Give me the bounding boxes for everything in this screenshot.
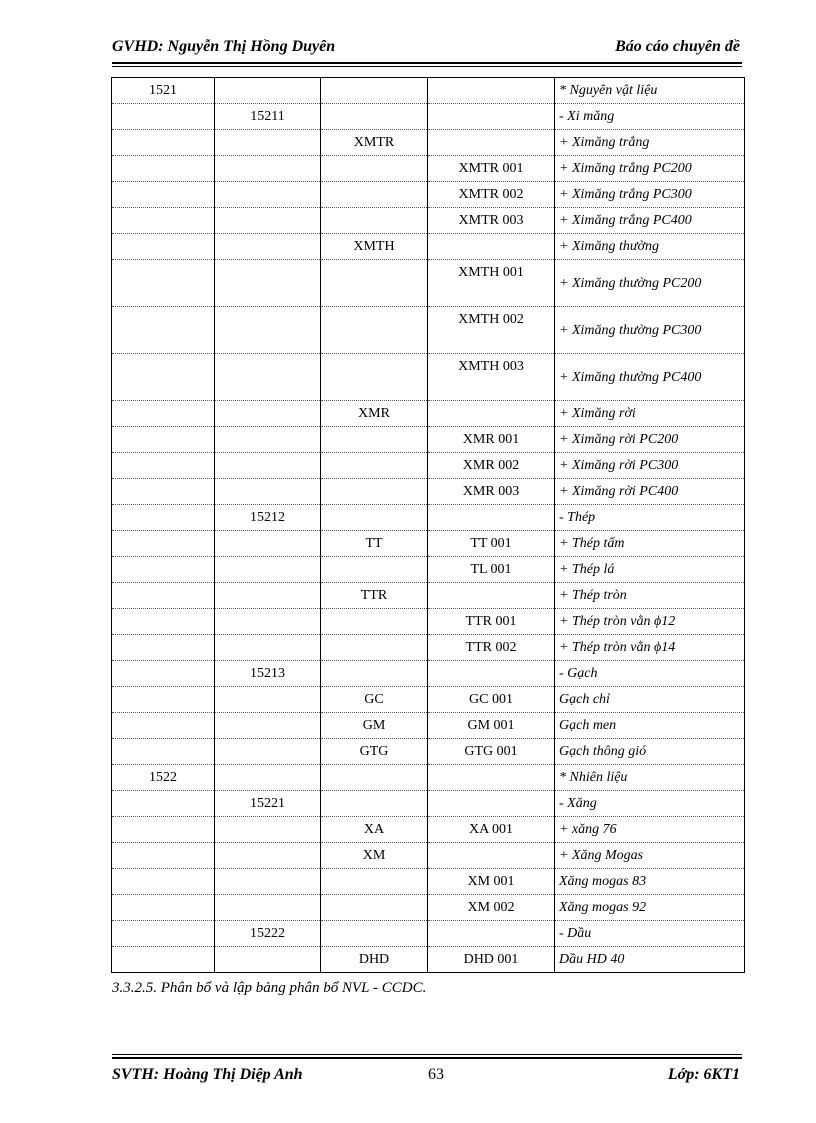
table-cell <box>215 557 321 583</box>
table-cell: - Thép <box>555 505 745 531</box>
table-cell: DHD 001 <box>428 947 555 973</box>
table-cell: + Ximăng trắng PC400 <box>555 208 745 234</box>
table-cell: 15221 <box>215 791 321 817</box>
table-row <box>112 687 745 713</box>
table-row <box>112 713 745 739</box>
table-cell <box>215 182 321 208</box>
footer-student: SVTH: Hoàng Thị Diệp Anh <box>112 1066 303 1083</box>
table-row <box>112 130 745 156</box>
table-cell <box>215 479 321 505</box>
table-cell <box>428 791 555 817</box>
table-cell <box>321 869 428 895</box>
table-cell <box>215 765 321 791</box>
page-header <box>112 36 742 62</box>
account-code-table <box>111 77 745 973</box>
table-cell: * Nhiên liệu <box>555 765 745 791</box>
table-cell <box>321 182 428 208</box>
table-row <box>112 609 745 635</box>
table-cell: + Ximăng trắng <box>555 130 745 156</box>
table-row <box>112 78 745 104</box>
table-cell: TTR 002 <box>428 635 555 661</box>
table-cell: + xăng 76 <box>555 817 745 843</box>
table-cell <box>215 531 321 557</box>
table-cell: + Ximăng thường PC200 <box>555 260 745 307</box>
table-cell: Gạch men <box>555 713 745 739</box>
table-cell: + Thép tròn vằn ϕ12 <box>555 609 745 635</box>
table-row <box>112 635 745 661</box>
table-row <box>112 401 745 427</box>
table-cell <box>112 895 215 921</box>
header-rule-thick <box>112 62 742 64</box>
table-cell <box>112 307 215 354</box>
table-cell <box>112 791 215 817</box>
table-cell <box>112 479 215 505</box>
table-row <box>112 453 745 479</box>
table-cell <box>215 354 321 401</box>
table-row <box>112 583 745 609</box>
table-cell <box>112 234 215 260</box>
table-cell <box>215 130 321 156</box>
table-row <box>112 427 745 453</box>
table-cell <box>215 307 321 354</box>
page-footer <box>112 1066 742 1090</box>
table-cell: 15222 <box>215 921 321 947</box>
table-cell: XMTH 002 <box>428 307 555 354</box>
table-row <box>112 739 745 765</box>
table-row <box>112 817 745 843</box>
table-row <box>112 531 745 557</box>
table-row <box>112 208 745 234</box>
table-cell: TTR <box>321 583 428 609</box>
table-cell <box>215 635 321 661</box>
table-cell <box>321 635 428 661</box>
table-cell: - Gạch <box>555 661 745 687</box>
table-cell: + Thép tròn vằn ϕ14 <box>555 635 745 661</box>
table-cell <box>215 869 321 895</box>
table-cell <box>112 354 215 401</box>
table-row <box>112 895 745 921</box>
table-cell <box>428 78 555 104</box>
table-cell: 1521 <box>112 78 215 104</box>
footer-rule-thin <box>112 1054 742 1055</box>
table-cell: XMTR 001 <box>428 156 555 182</box>
table-row <box>112 843 745 869</box>
table-row <box>112 354 745 401</box>
table-cell <box>428 401 555 427</box>
header-rule-thin <box>112 66 742 67</box>
table-cell: XM 002 <box>428 895 555 921</box>
table-cell: XA 001 <box>428 817 555 843</box>
table-cell: XM 001 <box>428 869 555 895</box>
table-cell <box>321 307 428 354</box>
table-cell: XMR <box>321 401 428 427</box>
table-cell <box>112 557 215 583</box>
table-cell <box>112 208 215 234</box>
table-cell: XMTR 002 <box>428 182 555 208</box>
table-cell: XMTR 003 <box>428 208 555 234</box>
table-cell <box>112 687 215 713</box>
table-cell <box>112 843 215 869</box>
table-cell: - Xi măng <box>555 104 745 130</box>
table-cell <box>112 661 215 687</box>
table-cell: Gạch chỉ <box>555 687 745 713</box>
table-cell: XA <box>321 817 428 843</box>
table-cell <box>215 609 321 635</box>
table-cell: DHD <box>321 947 428 973</box>
table-cell: TL 001 <box>428 557 555 583</box>
table-cell <box>321 104 428 130</box>
table-cell <box>321 921 428 947</box>
table-cell <box>112 156 215 182</box>
table-cell <box>215 843 321 869</box>
footer-class: Lớp: 6KT1 <box>667 1066 740 1083</box>
table-cell <box>112 401 215 427</box>
table-cell <box>112 713 215 739</box>
table-cell: 15212 <box>215 505 321 531</box>
table-cell <box>112 260 215 307</box>
table-cell <box>428 661 555 687</box>
table-cell <box>112 505 215 531</box>
table-cell: GC 001 <box>428 687 555 713</box>
table-cell <box>215 78 321 104</box>
table-cell <box>215 234 321 260</box>
table-cell: + Ximăng trắng PC300 <box>555 182 745 208</box>
table-row <box>112 869 745 895</box>
table-cell <box>428 130 555 156</box>
table-cell: TT 001 <box>428 531 555 557</box>
table-cell <box>215 687 321 713</box>
table-cell <box>215 895 321 921</box>
table-cell: + Thép lá <box>555 557 745 583</box>
table-row <box>112 234 745 260</box>
table-cell <box>112 427 215 453</box>
table-cell: GC <box>321 687 428 713</box>
table-cell: + Ximăng thường PC300 <box>555 307 745 354</box>
table-cell: + Ximăng rời PC200 <box>555 427 745 453</box>
table-cell <box>321 505 428 531</box>
table-cell: + Thép tròn <box>555 583 745 609</box>
header-instructor: GVHD: Nguyễn Thị Hồng Duyên <box>112 38 336 55</box>
table-cell <box>215 947 321 973</box>
table-cell <box>321 661 428 687</box>
table-cell: + Ximăng thường PC400 <box>555 354 745 401</box>
section-caption: 3.3.2.5. Phân bổ và lập bảng phân bổ NVL - CCDC. <box>112 980 427 996</box>
table-cell: 1522 <box>112 765 215 791</box>
table-cell: Gạch thông gió <box>555 739 745 765</box>
table-cell: + Ximăng trắng PC200 <box>555 156 745 182</box>
table-cell: GM 001 <box>428 713 555 739</box>
table-cell <box>215 739 321 765</box>
table-cell: Xăng mogas 92 <box>555 895 745 921</box>
table-cell: - Xăng <box>555 791 745 817</box>
table-cell <box>428 765 555 791</box>
table-cell <box>215 208 321 234</box>
table-cell <box>428 843 555 869</box>
table-cell: XMR 001 <box>428 427 555 453</box>
footer-rule-thick <box>112 1057 742 1059</box>
table-cell <box>215 260 321 307</box>
table-cell: + Ximăng rời PC400 <box>555 479 745 505</box>
table-cell <box>112 609 215 635</box>
table-cell <box>215 401 321 427</box>
table-cell <box>428 234 555 260</box>
table-cell: XMR 002 <box>428 453 555 479</box>
table-cell <box>321 260 428 307</box>
table-cell: XMTH 003 <box>428 354 555 401</box>
table-cell <box>428 505 555 531</box>
account-code-table-body <box>112 78 745 973</box>
table-cell <box>112 531 215 557</box>
table-cell <box>321 609 428 635</box>
table-cell: GTG 001 <box>428 739 555 765</box>
table-row <box>112 104 745 130</box>
page-number: 63 <box>428 1066 444 1083</box>
table-row <box>112 505 745 531</box>
table-row <box>112 557 745 583</box>
table-cell: + Ximăng rời <box>555 401 745 427</box>
table-cell: Xăng mogas 83 <box>555 869 745 895</box>
table-cell <box>112 817 215 843</box>
table-row <box>112 479 745 505</box>
table-cell <box>112 947 215 973</box>
table-cell: Dầu HD 40 <box>555 947 745 973</box>
table-cell: XM <box>321 843 428 869</box>
table-cell: XMTH 001 <box>428 260 555 307</box>
table-cell <box>321 479 428 505</box>
table-cell: GM <box>321 713 428 739</box>
table-cell <box>112 182 215 208</box>
table-cell <box>321 557 428 583</box>
table-cell: TTR 001 <box>428 609 555 635</box>
table-row <box>112 765 745 791</box>
table-cell <box>215 713 321 739</box>
table-cell <box>321 791 428 817</box>
table-cell <box>321 765 428 791</box>
table-row <box>112 307 745 354</box>
table-cell <box>112 104 215 130</box>
table-cell <box>112 635 215 661</box>
table-cell: + Ximăng rời PC300 <box>555 453 745 479</box>
table-cell <box>215 583 321 609</box>
table-cell: XMR 003 <box>428 479 555 505</box>
table-cell <box>112 130 215 156</box>
table-cell <box>321 453 428 479</box>
table-row <box>112 260 745 307</box>
table-row <box>112 182 745 208</box>
table-cell <box>321 208 428 234</box>
table-cell: XMTR <box>321 130 428 156</box>
table-cell <box>112 739 215 765</box>
table-cell <box>215 427 321 453</box>
table-row <box>112 921 745 947</box>
header-report-title: Báo cáo chuyên đề <box>615 38 740 55</box>
table-cell: 15211 <box>215 104 321 130</box>
table-cell: XMTH <box>321 234 428 260</box>
table-cell <box>112 921 215 947</box>
table-row <box>112 791 745 817</box>
table-cell: + Ximăng thường <box>555 234 745 260</box>
table-cell <box>112 453 215 479</box>
table-cell: - Dầu <box>555 921 745 947</box>
table-cell <box>112 583 215 609</box>
table-cell <box>215 453 321 479</box>
table-cell <box>428 921 555 947</box>
table-cell <box>428 104 555 130</box>
table-cell <box>215 156 321 182</box>
table-cell: * Nguyên vật liệu <box>555 78 745 104</box>
table-cell: + Thép tấm <box>555 531 745 557</box>
table-row <box>112 156 745 182</box>
table-cell: + Xăng Mogas <box>555 843 745 869</box>
table-cell: TT <box>321 531 428 557</box>
table-cell <box>321 895 428 921</box>
table-cell: GTG <box>321 739 428 765</box>
table-row <box>112 947 745 973</box>
table-cell <box>112 869 215 895</box>
table-cell <box>215 817 321 843</box>
table-cell <box>321 78 428 104</box>
table-cell: 15213 <box>215 661 321 687</box>
table-cell <box>321 354 428 401</box>
table-row <box>112 661 745 687</box>
table-cell <box>428 583 555 609</box>
table-cell <box>321 427 428 453</box>
table-cell <box>321 156 428 182</box>
